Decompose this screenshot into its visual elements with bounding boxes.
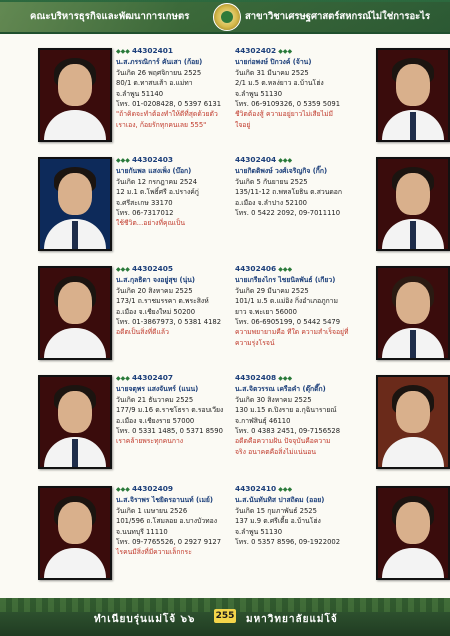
student-code: 44302410 ◆◆◆ [235, 484, 293, 493]
student-photo [376, 48, 450, 142]
student-entry [235, 373, 450, 478]
diamond-icon: ◆◆◆ [116, 375, 132, 382]
student-phone: โทร. 06-6905199, 0 5442 5479 [235, 318, 341, 327]
student-address-2: อ.เมือง จ.ลำปาง 52100 [235, 198, 307, 207]
diamond-icon: ◆◆◆ [276, 157, 293, 164]
student-motto-2: ใจอยู่ [235, 120, 251, 129]
student-phone: โทร. 0 5422 2092, 09-7011110 [235, 209, 341, 218]
student-address-2: จ.ศรีสะเกษ 33170 [116, 198, 173, 207]
student-birth: วันเกิด 15 กุมภาพันธ์ 2525 [235, 506, 317, 515]
student-address-2: อ.เมือง จ.เชียงราย 57000 [116, 416, 195, 425]
student-birth: วันเกิด 30 สิงหาคม 2525 [235, 395, 312, 404]
footer-left-title: ทำเนียบรุ่นแม่โจ้ ๖๖ [94, 614, 196, 625]
student-motto: ใช้ชีวิต...อย่างที่คุณเป็น [116, 219, 186, 228]
student-photo [38, 48, 112, 142]
student-code: ◆◆◆ 44302403 [116, 155, 174, 164]
student-info [235, 155, 373, 218]
student-phone: โทร. 01-0208428, 0 5397 6131 [116, 100, 222, 109]
student-birth: วันเกิด 21 ธันวาคม 2525 [116, 395, 194, 404]
student-photo [38, 375, 112, 469]
student-motto: "ถ้าคิดจะทำต้องทำให้ดีที่สุดด้วยตัว [116, 110, 218, 119]
diamond-icon: ◆◆◆ [276, 48, 293, 55]
student-info [116, 373, 252, 447]
student-entry [38, 373, 253, 478]
student-birth: วันเกิด 1 เมษายน 2526 [116, 506, 188, 515]
student-code: ◆◆◆ 44302407 [116, 373, 174, 382]
student-info [235, 373, 373, 457]
university-seal-icon [213, 3, 241, 31]
student-address: 80/1 ต.ทาสบเส้า อ.แม่ทา [116, 79, 193, 88]
student-address-2: จ.ลำพูน 51130 [235, 527, 283, 536]
student-name: นายกิตติพงษ์ วงศ์เจริญกิจ (กิ๊ก) [235, 167, 328, 176]
student-code: ◆◆◆ 44302409 [116, 484, 174, 493]
diamond-icon: ◆◆◆ [116, 48, 132, 55]
student-entry [38, 46, 253, 151]
student-address-2: อ.เมือง จ.เชียงใหม่ 50200 [116, 307, 196, 316]
footer-right-title: มหาวิทยาลัยแม่โจ้ [246, 614, 338, 625]
student-birth: วันเกิด 20 สิงหาคม 2525 [116, 286, 193, 295]
student-birth: วันเกิด 29 มีนาคม 2525 [235, 286, 309, 295]
student-entry [235, 155, 450, 260]
student-address: 137 ม.9 ต.ศรีเตี้ย อ.บ้านโฮ่ง [235, 517, 321, 526]
student-entry [235, 484, 450, 589]
student-address-2: จ.นนทบุรี 11110 [116, 527, 168, 536]
student-info [116, 264, 252, 338]
student-name: น.ส.ภรรณิการ์ คันเสา (ก้อย) [116, 58, 203, 67]
student-birth: วันเกิด 5 กันยายน 2525 [235, 177, 308, 186]
student-code: 44302406 ◆◆◆ [235, 264, 293, 273]
student-motto: อดีตเป็นสิ่งที่ดีแล้ว [116, 328, 169, 337]
diamond-icon: ◆◆◆ [116, 486, 132, 493]
student-address: 130 ม.15 ต.ปิงราย อ.กุฉินารายณ์ [235, 406, 337, 415]
student-phone: โทร. 06-9109326, 0 5359 5091 [235, 100, 341, 109]
student-motto: อดีตคือความฝัน ปัจจุบันคือความ [235, 437, 331, 446]
diamond-icon: ◆◆◆ [276, 486, 293, 493]
student-phone: โทร. 06-7317012 [116, 209, 174, 218]
student-photo [38, 157, 112, 251]
student-name: นายก่อพงษ์ ปิกวงค์ (จ้าน) [235, 58, 312, 67]
student-name: น.ส.จิราพร ไชยิตรอานนท์ (เมย์) [116, 496, 214, 505]
student-phone: โทร. 0 5357 8596, 09-1922002 [235, 538, 341, 547]
student-info [116, 155, 252, 229]
student-info [116, 46, 252, 130]
student-photo [376, 486, 450, 580]
student-address-2: จ.ลำพูน 51140 [116, 89, 164, 98]
student-address: 135/11-12 ถ.พหลโยธิน ต.สวนดอก [235, 188, 342, 197]
student-phone: โทร. 0 5331 1485, 0 5371 8590 [116, 427, 223, 436]
student-birth: วันเกิด 12 กรกฎาคม 2524 [116, 177, 198, 186]
student-motto: เราคล้ายพระทุกคนกาง [116, 437, 184, 446]
student-name: น.ส.จิตวรรณ เครือคำ (ตุ๊กตึ๊ก) [235, 385, 326, 394]
page-number: 255 [215, 611, 235, 621]
student-phone: โทร. 0 4383 2451, 09-7156528 [235, 427, 341, 436]
diamond-icon: ◆◆◆ [276, 266, 293, 273]
student-motto: ชีวิตต้องสู้ ความอยู่ยาวไม่เสียไม่มี [235, 110, 334, 119]
student-address-2: จ.ลำพูน 51130 [235, 89, 283, 98]
student-birth: วันเกิด 26 พฤศจิกายน 2525 [116, 68, 202, 77]
student-photo [376, 375, 450, 469]
student-info [235, 264, 373, 348]
student-name: นายจตุพร แสงจันทร์ (แนน) [116, 385, 199, 394]
student-entry [235, 264, 450, 369]
student-motto: ความพยายามคือ ทีใด ความสำเร็จอยู่ที่ [235, 328, 349, 337]
diamond-icon: ◆◆◆ [276, 375, 293, 382]
student-address: 173/1 ถ.ราชมรรคา ต.พระสิงห์ [116, 297, 209, 306]
student-address: 101/596 ถ.โสมลอย อ.บางบัวทอง [116, 517, 218, 526]
header-right-title: สาขาวิชาเศรษฐศาสตร์สหกรณ์ไม่ใช่การอะไร [245, 11, 431, 22]
student-code: ◆◆◆ 44302401 [116, 46, 174, 55]
student-photo [38, 266, 112, 360]
student-entry [38, 264, 253, 369]
student-name: น.ส.กุลธิดา จงอยู่สุข (นุ่น) [116, 276, 196, 285]
student-motto-2: ความรุ่งโรจน์ [235, 338, 275, 347]
student-name: นายเกรียงไกร ไชยนิลพันธ์ (เกียว) [235, 276, 336, 285]
student-photo [376, 266, 450, 360]
diamond-icon: ◆◆◆ [116, 157, 132, 164]
student-code: ◆◆◆ 44302405 [116, 264, 174, 273]
student-address: 177/9 ม.16 ต.ราชโธรา ต.รอบเวียง [116, 406, 224, 415]
student-address-2: ยาว จ.พะเยา 56000 [235, 307, 297, 316]
student-info [235, 484, 373, 547]
student-address: 2/1 ม.5 ต.หลง่ยาว อ.บ้านโฮ่ง [235, 79, 324, 88]
student-motto-2: เราเอง, ก้อยรักทุกคนเลย 555" [116, 120, 207, 129]
student-name: นายกันพล แสงเพ็ง (บ๊อก) [116, 167, 192, 176]
student-address-2: จ.กาฬสินธุ์ 46110 [235, 416, 291, 425]
student-birth: วันเกิด 31 มีนาคม 2525 [235, 68, 309, 77]
student-photo [38, 486, 112, 580]
student-info [116, 484, 252, 558]
student-address: 12 ม.1 ต.โพธิ์ศรี อ.ปรางค์กู่ [116, 188, 199, 197]
student-motto-2: จริง อนาคตคือสิ่งไม่แน่นอน [235, 447, 317, 456]
student-entry [38, 155, 253, 260]
student-code: 44302408 ◆◆◆ [235, 373, 293, 382]
student-entry [38, 484, 253, 589]
student-info [235, 46, 373, 130]
student-name: น.ส.นันทันทิส ปาสถิดม (ออย) [235, 496, 325, 505]
student-entry [235, 46, 450, 151]
student-motto: ไรคนมีสิ่งที่มีความเล็กกระ [116, 548, 192, 557]
header-left-title: คณะบริหารธุรกิจและพัฒนาการเกษตร [30, 11, 190, 22]
student-code: 44302404 ◆◆◆ [235, 155, 293, 164]
student-address: 101/1 ม.5 ต.แม่อิง กิ่งอำเภอภูกาม [235, 297, 338, 306]
student-phone: โทร. 01-3867973, 0 5381 4182 [116, 318, 222, 327]
student-photo [376, 157, 450, 251]
diamond-icon: ◆◆◆ [116, 266, 132, 273]
student-code: 44302402 ◆◆◆ [235, 46, 293, 55]
student-phone: โทร. 09-7765526, 0 2927 9127 [116, 538, 222, 547]
